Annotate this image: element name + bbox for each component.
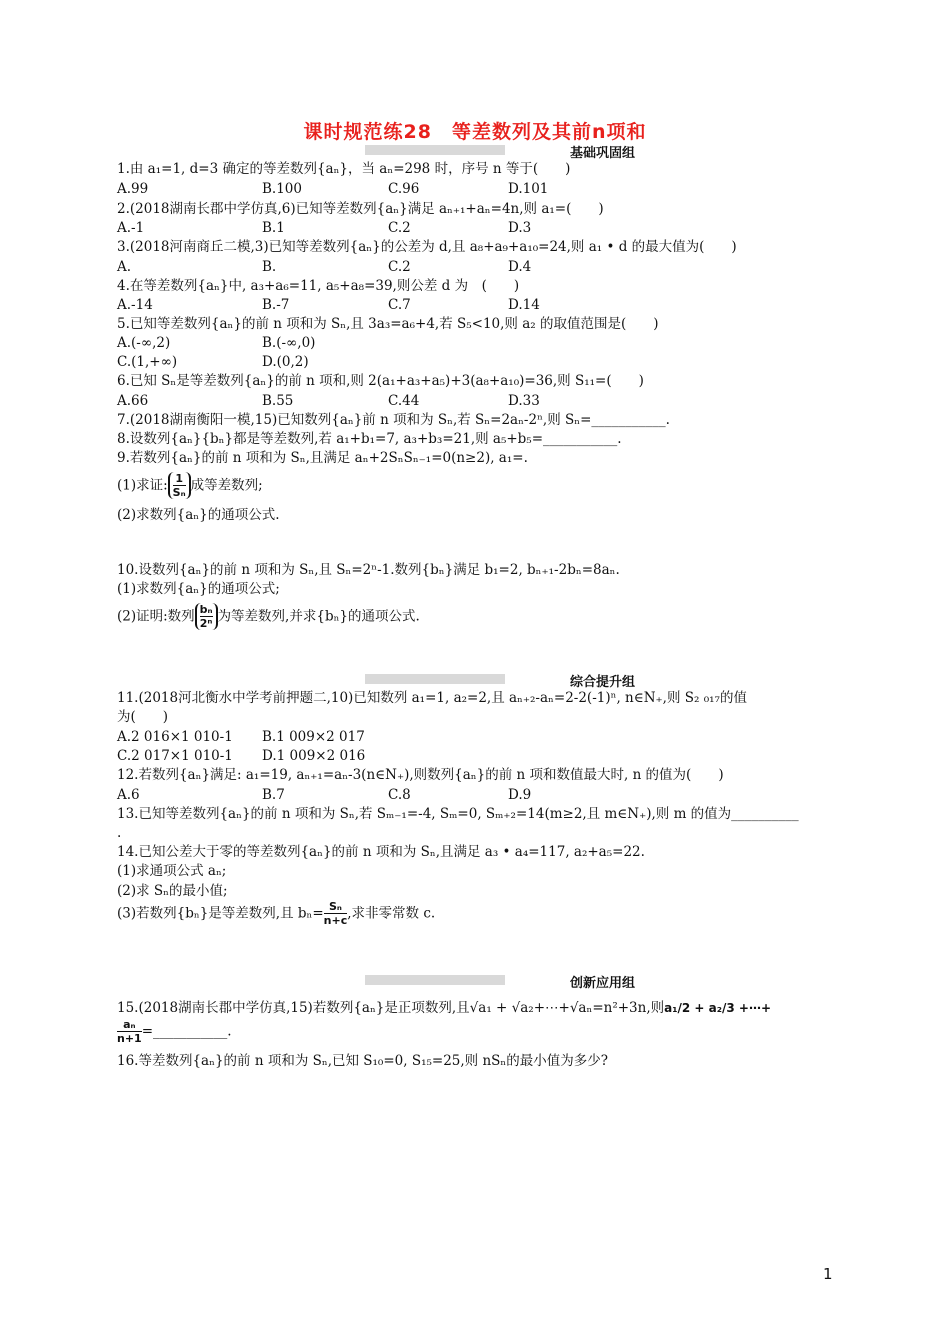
section-advanced <box>365 671 635 690</box>
q5-option-a: A.(-∞,2) <box>117 335 171 351</box>
q4-option-c: C.7 <box>388 297 411 313</box>
q14-part-3-suffix: ,求非零常数 c. <box>347 905 436 922</box>
q6-option-a: A.66 <box>117 393 149 409</box>
q3-option-d: D.4 <box>508 259 532 275</box>
q1-option-d: D.101 <box>508 181 549 197</box>
question-13: 13.已知等差数列{aₙ}的前 n 项和为 Sₙ,若 Sₘ₋₁=-4, Sₘ=0, Sₘ₊₂=14(m≥2,且 m∈N₊),则 m 的值为__________ <box>117 806 799 822</box>
q12-option-b: B.7 <box>262 787 285 803</box>
q6-option-c: C.44 <box>388 393 420 409</box>
q6-option-d: D.33 <box>508 393 540 409</box>
q6-option-b: B.55 <box>262 393 294 409</box>
q15-stem: 15.(2018湖南长郡中学仿真,15)若数列{aₙ}是正项数列,且√a₁ + √a₂+⋯+√aₙ=n²+3n,则 <box>117 1000 665 1016</box>
q11-option-c: C.2 017×1 010-1 <box>117 748 233 764</box>
question-13-tail: . <box>117 825 122 841</box>
section-bar <box>365 975 505 985</box>
q3-option-b: B. <box>262 259 277 275</box>
q10-fraction-den: 2ⁿ <box>199 617 213 630</box>
question-8: 8.设数列{aₙ}{bₙ}都是等差数列,若 a₁+b₁=7, a₃+b₃=21,则 a₅+b₅=___________. <box>117 431 622 447</box>
q1-option-c: C.96 <box>388 181 420 197</box>
q4-option-d: D.14 <box>508 297 540 313</box>
section-basic <box>365 142 635 161</box>
page-title: 课时规范练28 等差数列及其前n项和 <box>303 121 647 143</box>
question-4: 4.在等差数列{aₙ}中, a₃+a₆=11, a₅+a₈=39,则公差 d 为 ( ) <box>117 278 520 294</box>
q10-part-2 <box>117 603 420 637</box>
q2-option-a: A.-1 <box>117 220 145 236</box>
q2-option-d: D.3 <box>508 220 532 236</box>
q15-fraction-den: n+1 <box>117 1032 142 1045</box>
section-label: 综合提升组 <box>569 675 635 690</box>
q10-part-2-suffix: 为等差数列,并求{bₙ}的通项公式. <box>217 608 420 625</box>
q4-option-a: A.-14 <box>117 297 153 313</box>
page-number: 1 <box>823 1265 833 1283</box>
q14-fraction-den: n+c <box>323 914 348 927</box>
question-6: 6.已知 Sₙ是等差数列{aₙ}的前 n 项和,则 2(a₁+a₃+a₅)+3(a₈+a₁₀)=36,则 S₁₁=( ) <box>117 373 644 389</box>
q2-option-b: B.1 <box>262 220 285 236</box>
question-11: 11.(2018河北衡水中学考前押题二,10)已知数列 a₁=1, a₂=2,且 aₙ₊₂-aₙ=2-2(-1)ⁿ, n∈N₊,则 S₂ ₀₁₇的值 <box>117 690 747 706</box>
q14-part-1: (1)求通项公式 aₙ; <box>117 863 227 879</box>
q11-option-a: A.2 016×1 010-1 <box>117 729 233 745</box>
q10-part-2-prefix: (2)证明:数列 <box>117 608 195 625</box>
section-label: 基础巩固组 <box>569 146 635 161</box>
question-15-cont <box>117 1018 232 1048</box>
q11-option-b: B.1 009×2 017 <box>262 729 365 745</box>
question-7: 7.(2018湖南衡阳一模,15)已知数列{aₙ}前 n 项和为 Sₙ,若 Sₙ=2aₙ-2ⁿ,则 Sₙ=___________. <box>117 412 670 428</box>
q9-fraction-den: Sₙ <box>172 486 186 499</box>
q14-part-3-prefix: (3)若数列{bₙ}是等差数列,且 bₙ= <box>117 905 324 922</box>
question-16: 16.等差数列{aₙ}的前 n 项和为 Sₙ,已知 S₁₀=0, S₁₅=25,则 nSₙ的最小值为多少? <box>117 1053 608 1069</box>
q9-fraction <box>168 472 191 499</box>
question-9: 9.若数列{aₙ}的前 n 项和为 Sₙ,且满足 aₙ+2SₙSₙ₋₁=0(n≥2), a₁=. <box>117 450 528 466</box>
q9-part-2: (2)求数列{aₙ}的通项公式. <box>117 507 280 523</box>
question-10: 10.设数列{aₙ}的前 n 项和为 Sₙ,且 Sₙ=2ⁿ-1.数列{bₙ}满足 b₁=2, bₙ₊₁-2bₙ=8aₙ. <box>117 562 620 578</box>
q10-part-1: (1)求数列{aₙ}的通项公式; <box>117 581 280 597</box>
question-3: 3.(2018河南商丘二模,3)已知等差数列{aₙ}的公差为 d,且 a₈+a₉+a₁₀=24,则 a₁ • d 的最大值为( ) <box>117 239 737 255</box>
q15-sum: a₁/2 + a₂/3 +⋯+ <box>664 1001 772 1015</box>
q12-option-a: A.6 <box>117 787 140 803</box>
section-bar <box>365 674 505 684</box>
q15-answer-blank: =___________. <box>141 1023 232 1040</box>
question-2: 2.(2018湖南长郡中学仿真,6)已知等差数列{aₙ}满足 aₙ₊₁+aₙ=4n,则 a₁=( ) <box>117 201 604 217</box>
q14-part-2: (2)求 Sₙ的最小值; <box>117 883 228 899</box>
section-label: 创新应用组 <box>569 976 635 991</box>
q3-option-c: C.2 <box>388 259 411 275</box>
q11-option-d: D.1 009×2 016 <box>262 748 366 764</box>
q9-part-1-suffix: 成等差数列; <box>190 477 263 494</box>
q10-fraction <box>195 603 218 630</box>
q2-option-c: C.2 <box>388 220 411 236</box>
question-11-cont: 为( ) <box>117 709 169 725</box>
question-5: 5.已知等差数列{aₙ}的前 n 项和为 Sₙ,且 3a₃=a₆+4,若 S₅<10,则 a₂ 的取值范围是( ) <box>117 316 659 332</box>
q9-part-1-prefix: (1)求证: <box>117 477 168 494</box>
question-1: 1.由 a₁=1, d=3 确定的等差数列{aₙ}，当 aₙ=298 时，序号 n 等于( ) <box>117 161 571 177</box>
section-creative <box>365 972 635 991</box>
q12-option-c: C.8 <box>388 787 411 803</box>
q9-fraction-num: 1 <box>173 472 186 486</box>
q15-fraction <box>117 1018 142 1045</box>
q3-option-a: A. <box>117 259 132 275</box>
section-bar <box>365 145 505 155</box>
q5-option-c: C.(1,+∞) <box>117 354 178 370</box>
question-14: 14.已知公差大于零的等差数列{aₙ}的前 n 项和为 Sₙ,且满足 a₃ • a₄=117, a₂+a₅=22. <box>117 844 645 860</box>
q5-option-b: B.(-∞,0) <box>262 335 316 351</box>
q12-option-d: D.9 <box>508 787 532 803</box>
q1-option-a: A.99 <box>117 181 149 197</box>
q5-option-d: D.(0,2) <box>262 354 309 370</box>
question-12: 12.若数列{aₙ}满足: a₁=19, aₙ₊₁=aₙ-3(n∈N₊),则数列{aₙ}的前 n 项和数值最大时, n 的值为( ) <box>117 767 724 783</box>
q14-fraction <box>324 900 348 927</box>
q10-fraction-num: bₙ <box>199 603 213 616</box>
q15-fraction-num: aₙ <box>117 1018 142 1032</box>
q9-part-1 <box>117 472 263 506</box>
q14-part-3 <box>117 900 435 934</box>
q1-option-b: B.100 <box>262 181 302 197</box>
q14-fraction-num: Sₙ <box>324 900 348 914</box>
question-15 <box>117 999 771 1017</box>
q4-option-b: B.-7 <box>262 297 290 313</box>
